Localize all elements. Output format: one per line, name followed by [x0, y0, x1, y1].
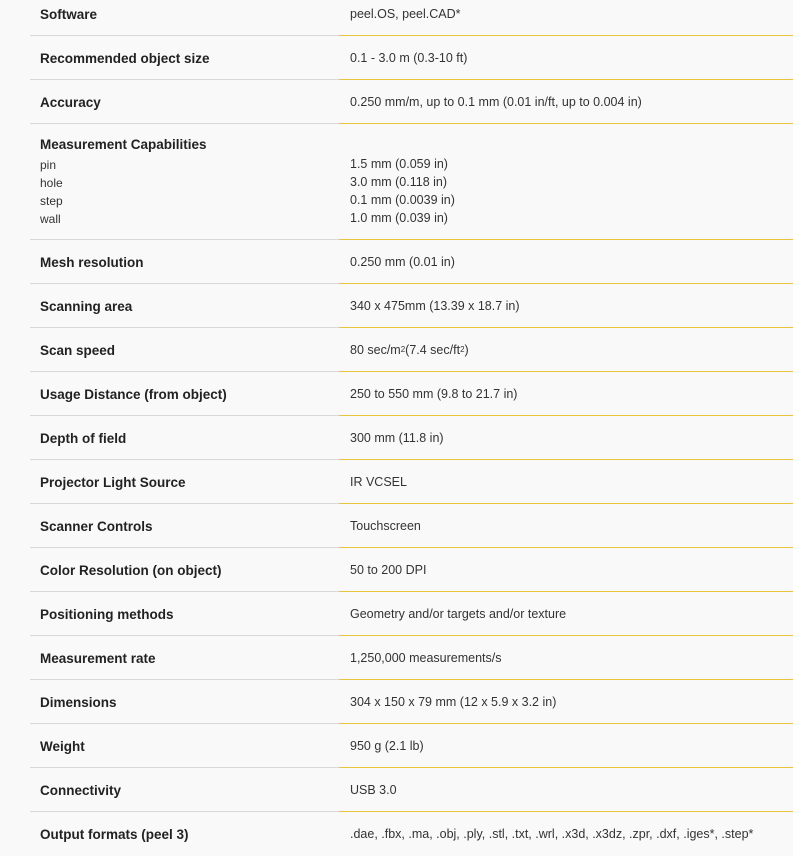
- spec-value: 950 g (2.1 lb): [350, 739, 424, 753]
- spec-row-scanner-controls: [30, 504, 793, 548]
- spec-label: Usage Distance (from object): [40, 386, 227, 402]
- spec-value: 300 mm (11.8 in): [350, 431, 444, 445]
- spec-row-positioning-methods: [30, 592, 793, 636]
- spec-label: Dimensions: [40, 694, 117, 710]
- spec-value: peel.OS, peel.CAD*: [350, 7, 461, 21]
- spec-table: [30, 0, 793, 856]
- spec-value: 250 to 550 mm (9.8 to 21.7 in): [350, 387, 518, 401]
- spec-label: Positioning methods: [40, 606, 174, 622]
- spec-label: Depth of field: [40, 430, 127, 446]
- spec-value: .dae, .fbx, .ma, .obj, .ply, .stl, .txt, .wrl, .x3d, .x3dz, .zpr, .dxf, .iges*, .step*: [350, 827, 754, 841]
- spec-label: [30, 124, 340, 240]
- spec-row-software: [30, 0, 793, 36]
- spec-label: Connectivity: [40, 782, 122, 798]
- capability-name-hole: hole: [40, 176, 63, 190]
- spec-value: Touchscreen: [350, 519, 421, 533]
- spec-row-measurement-rate: [30, 636, 793, 680]
- spec-value: 0.1 - 3.0 m (0.3-10 ft): [350, 51, 468, 65]
- spec-row-light-source: [30, 460, 793, 504]
- spec-row-scanning-area: [30, 284, 793, 328]
- spec-row-usage-distance: [30, 372, 793, 416]
- spec-row-color-resolution: [30, 548, 793, 592]
- spec-label: Weight: [40, 738, 85, 754]
- spec-value: [340, 124, 793, 240]
- spec-row-scan-speed: [30, 328, 793, 372]
- spec-row-weight: [30, 724, 793, 768]
- scan-speed-part: (7.4 sec/ft: [405, 343, 461, 357]
- spec-value: IR VCSEL: [350, 475, 407, 489]
- spec-value: 50 to 200 DPI: [350, 563, 427, 577]
- scan-speed-part: 80 sec/m: [350, 343, 401, 357]
- spec-label: Output formats (peel 3): [40, 826, 189, 842]
- spec-label: Accuracy: [40, 94, 101, 110]
- spec-label: Software: [40, 6, 98, 22]
- capability-value-pin: 1.5 mm (0.059 in): [350, 157, 448, 171]
- spec-value: USB 3.0: [350, 783, 397, 797]
- spec-row-connectivity: [30, 768, 793, 812]
- spec-row-measurement-capabilities: [30, 124, 793, 240]
- spec-row-mesh-resolution: [30, 240, 793, 284]
- capability-value-wall: 1.0 mm (0.039 in): [350, 211, 448, 225]
- spec-row-object-size: [30, 36, 793, 80]
- capability-value-step: 0.1 mm (0.0039 in): [350, 193, 455, 207]
- spec-value: 80 sec/m 2 (7.4 sec/ft 2 ): [350, 343, 469, 357]
- capability-name-step: step: [40, 194, 63, 208]
- capability-value-hole: 3.0 mm (0.118 in): [350, 175, 448, 189]
- spec-label: Measurement rate: [40, 650, 156, 666]
- spec-value: 340 x 475mm (13.39 x 18.7 in): [350, 299, 520, 313]
- spec-label: Recommended object size: [40, 50, 210, 66]
- spec-label: Scanning area: [40, 298, 133, 314]
- capabilities-title: Measurement Capabilities: [40, 137, 207, 152]
- capability-name-pin: pin: [40, 158, 57, 172]
- spec-value: 0.250 mm (0.01 in): [350, 255, 455, 269]
- spec-row-output-formats: [30, 812, 793, 856]
- spec-row-accuracy: [30, 80, 793, 124]
- scan-speed-part: ): [464, 343, 469, 357]
- spec-label: Mesh resolution: [40, 254, 144, 270]
- spec-value: 0.250 mm/m, up to 0.1 mm (0.01 in/ft, up to 0.004 in): [350, 95, 642, 109]
- spec-label: Projector Light Source: [40, 474, 186, 490]
- spec-label: Scanner Controls: [40, 518, 153, 534]
- spec-value: 1,250,000 measurements/s: [350, 651, 502, 665]
- spec-value: Geometry and/or targets and/or texture: [350, 607, 567, 621]
- spec-row-dimensions: [30, 680, 793, 724]
- spec-row-depth-of-field: [30, 416, 793, 460]
- spec-label: Color Resolution (on object): [40, 562, 222, 578]
- capability-name-wall: wall: [40, 212, 61, 226]
- spec-label: Scan speed: [40, 342, 116, 358]
- spec-value: 304 x 150 x 79 mm (12 x 5.9 x 3.2 in): [350, 695, 557, 709]
